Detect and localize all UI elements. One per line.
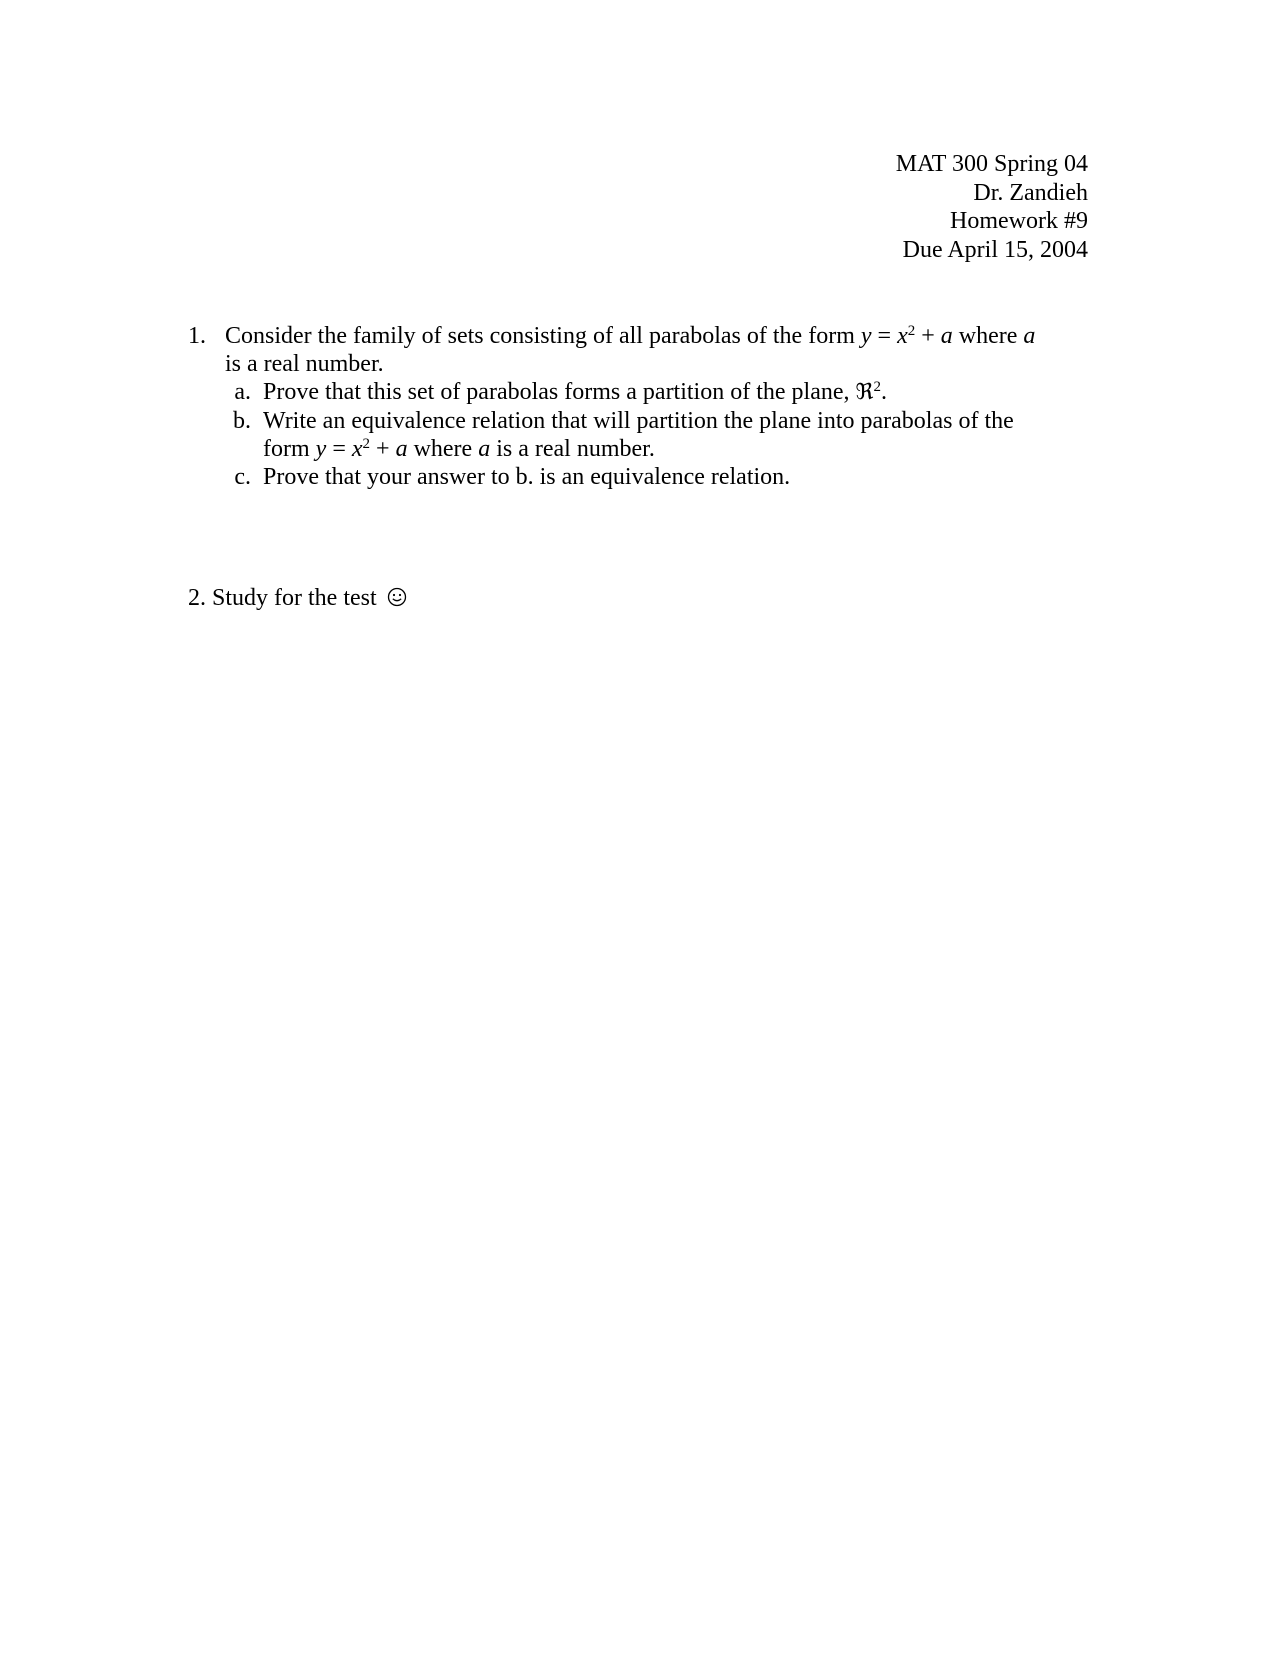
math-var-a: a [940, 323, 953, 349]
instructor-name: Dr. Zandieh [973, 179, 1088, 206]
math-var-y: y [315, 436, 327, 462]
math-plus: + [370, 436, 396, 462]
part-a-label: a. [234, 379, 251, 405]
part-c-label: c. [234, 464, 251, 490]
where-text: where [407, 436, 479, 462]
part-b-label: b. [233, 408, 251, 434]
math-var-a: a [395, 436, 408, 462]
math-var-a-2: a [1023, 323, 1036, 349]
smiley-face-icon [387, 586, 407, 614]
math-plus: + [915, 323, 941, 349]
problem-1-number: 1. [188, 323, 206, 349]
math-exponent: 2 [907, 322, 916, 339]
problem-1-line-2: is a real number. [225, 351, 384, 377]
problem-1-statement [225, 322, 1093, 378]
math-var-a-2: a [478, 436, 491, 462]
header-block [896, 150, 1088, 264]
part-a-text: Prove that this set of parabolas forms a partition of the plane, [263, 379, 856, 405]
part-a [234, 378, 1093, 407]
real-numbers-exponent: 2 [873, 378, 881, 395]
part-c-text: Prove that your answer to b. is an equivalence relation. [263, 464, 791, 490]
where-text: where [952, 323, 1024, 349]
problem-1-line-1 [225, 322, 1093, 350]
problem-2-text: 2. Study for the test [188, 585, 377, 611]
math-var-x: x [897, 323, 908, 349]
problem-1-intro: Consider the family of sets consisting of all parabolas of the form [225, 323, 855, 349]
math-var-x: x [351, 436, 363, 462]
real-numbers-symbol: ℜ [855, 380, 874, 405]
math-equals: = [871, 323, 898, 349]
part-b-tail: is a real number. [490, 436, 655, 462]
problem-1 [188, 322, 1093, 491]
math-equals: = [326, 436, 352, 462]
math-exponent: 2 [362, 435, 371, 452]
part-c [234, 463, 1093, 491]
part-b-line-2 [263, 435, 1093, 463]
problem-2 [188, 584, 407, 614]
part-b-line-1: Write an equivalence relation that will partition the plane into parabolas of the [263, 408, 1014, 434]
assignment-title: Homework #9 [950, 208, 1088, 234]
part-a-end: . [880, 379, 887, 405]
math-var-y: y [860, 323, 872, 349]
part-b [233, 407, 1093, 463]
part-b-form: form [263, 436, 316, 462]
course-title: MAT 300 Spring 04 [895, 151, 1088, 177]
due-date: Due April 15, 2004 [902, 236, 1088, 263]
